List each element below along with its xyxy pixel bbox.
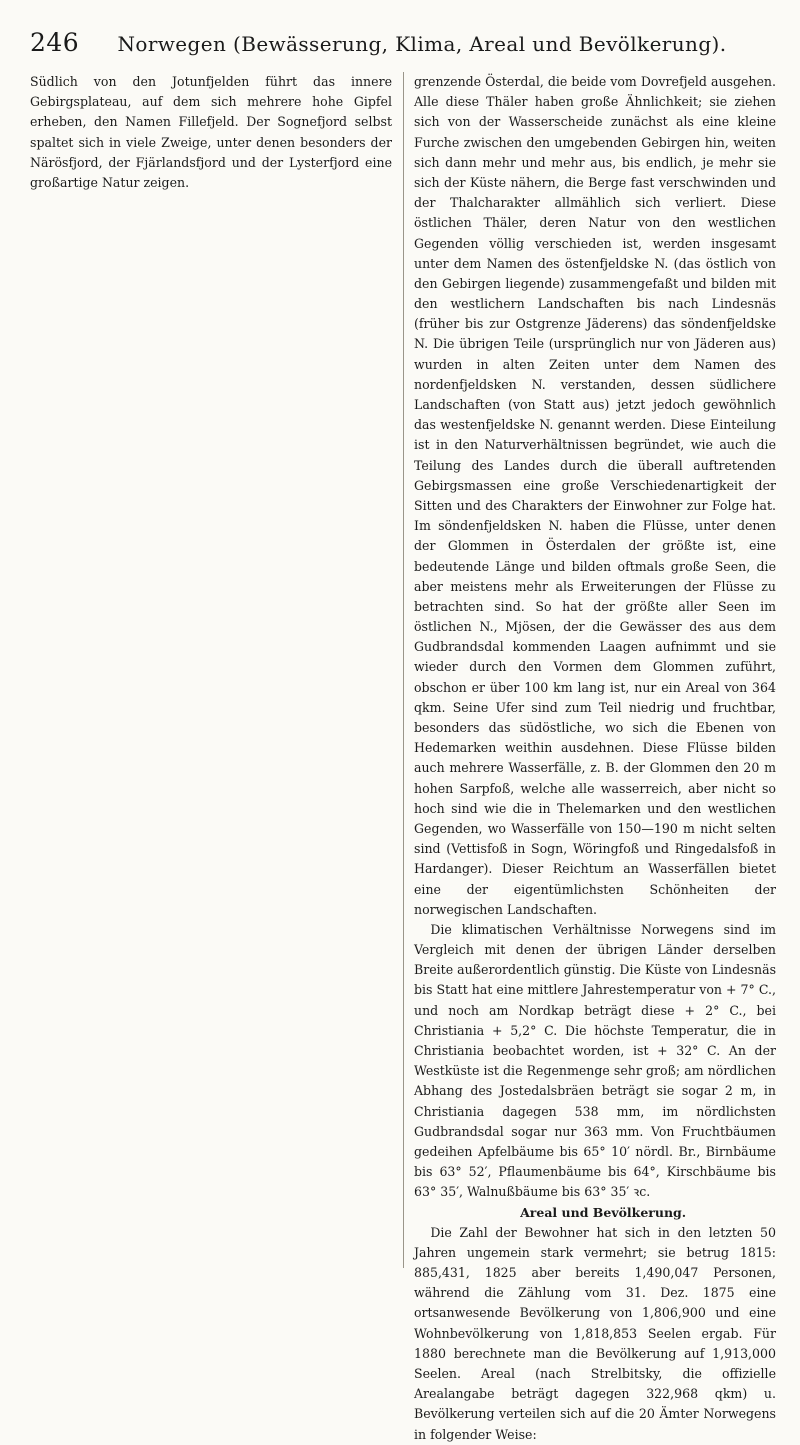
page-header — [26, 22, 778, 62]
paragraph: grenzende Österdal, die beide vom Dovrefjeld ausgehen. Alle diese Thäler haben große Ähnlichkeit; sie ziehen sich von der Wasserscheide zunächst als eine kleine Furche zwischen den umgebenden Gebirgen hin, weiten sich dann mehr und mehr aus, bis endlich, je mehr sie sich der Küste nähern, die Berge fast verschwinden und der Thalcharakter allmählich sich verliert. Diese östlichen Thäler, deren Natur von den westlichen Gegenden völlig verschieden ist, werden insgesamt unter dem Namen des östenfjeldske N. (das östlich von den Gebirgen liegende) zusammengefaßt und bilden mit den westlichern Landschaften bis nach Lindesnäs (früher bis zur Ostgrenze Jäderens) das söndenfjeldske N. Die übrigen Teile (ursprünglich nur von Jäderen aus) wurden in alten Zeiten unter dem Namen des nordenfjeldsken N. verstanden, dessen südlichere Landschaften (von Statt aus) jetzt jedoch gewöhnlich das westenfjeldske N. genannt werden. Diese Einteilung ist in den Naturverhältnissen begründet, wie auch die Teilung des Landes durch die überall auftretenden Gebirgsmassen eine große Verschiedenartigkeit der Sitten und des Charakters der Einwohner zur Folge hat. Im söndenfjeldsken N. haben die Flüsse, unter denen der Glommen in Österdalen der größte ist, eine bedeutende Länge und bilden oftmals große Seen, die aber meistens mehr als Erweiterungen der Flüsse zu betrachten sind. So hat der größte aller Seen im östlichen N., Mjösen, der die Gewässer des aus dem Gudbrandsdal kommenden Laagen aufnimmt und sie wieder durch den Vormen dem Glommen zuführt, obschon er über 100 km lang ist, nur ein Areal von 364 qkm. Seine Ufer sind zum Teil niedrig und fruchtbar, besonders das südöstliche, wo sich die Ebenen von Hedemarken weithin ausdehnen. Diese Flüsse bilden auch mehrere Wasserfälle, z. B. der Glommen den 20 m hohen Sarpfoß, welche alle wasserreich, aber nicht so hoch sind wie die in Thelemarken und den westlichen Gegenden, wo Wasserfälle von 150—190 m nicht selten sind (Vettisfoß in Sogn, Wöringfoß und Ringedalsfoß in Hardanger). Dieser Reichtum an Wasserfällen bietet eine der eigentümlichsten Schönheiten der norwegischen Landschaften. — [414, 74, 776, 917]
page-number: 246 — [30, 28, 80, 57]
right-column — [414, 72, 777, 1442]
left-column — [30, 72, 392, 1268]
section-heading: Areal und Bevölkerung. — [520, 1204, 687, 1220]
paragraph: Südlich von den Jotunfjelden führt das innere Gebirgsplateau, auf dem sich mehrere hohe Gipfel erheben, den Namen Fillefjeld. Der Sognefjord selbst spaltet sich in viele Zweige, unter denen besonders der Närösfjord, der Fjärlandsfjord und der Lysterfjord eine großartige Natur zeigen. — [30, 74, 392, 190]
column-divider — [403, 72, 404, 1268]
running-head: Norwegen (Bewässerung, Klima, Areal und Bevölkerung). — [117, 32, 727, 56]
paragraph: Die klimatischen Verhältnisse Norwegens sind im Vergleich mit denen der übrigen Länder derselben Breite außerordentlich günstig. Die Küste von Lindesnäs bis Statt hat eine mittlere Jahrestemperatur von + 7° C., und noch am Nordkap beträgt diese + 2° C., bei Christiania + 5,2° C. Die höchste Temperatur, die in Christiania beobachtet worden, ist + 32° C. An der Westküste ist die Regenmenge sehr groß; am nördlichen Abhang des Jostedalsbräen beträgt sie sogar 2 m, in Christiania dagegen 538 mm, im nördlichsten Gudbrandsdal sogar nur 363 mm. Von Fruchtbäumen gedeihen Apfelbäume bis 65° 10′ nördl. Br., Birnbäume bis 63° 52′, Pflaumenbäume bis 64°, Kirschbäume bis 63° 35′, Walnußbäume bis 63° 35′ ꝛc. — [414, 921, 777, 1200]
paragraph: Die Zahl der Bewohner hat sich in den letzten 50 Jahren ungemein stark vermehrt; sie betrug 1815: 885,431, 1825 aber bereits 1,490,047 Personen, während die Zählung vom 31. Dez. 1875 eine ortsanwesende Bevölkerung von 1,806,900 und eine Wohnbevölkerung von 1,818,853 Seelen ergab. Für 1880 berechnete man die Bevölkerung auf 1,913,000 Seelen. Areal (nach Strelbitsky, die offizielle Arealangabe beträgt dagegen 322,968 qkm) u. Bevölkerung verteilen sich auf die 20 Ämter Norwegens in folgender Weise: — [414, 1224, 776, 1442]
